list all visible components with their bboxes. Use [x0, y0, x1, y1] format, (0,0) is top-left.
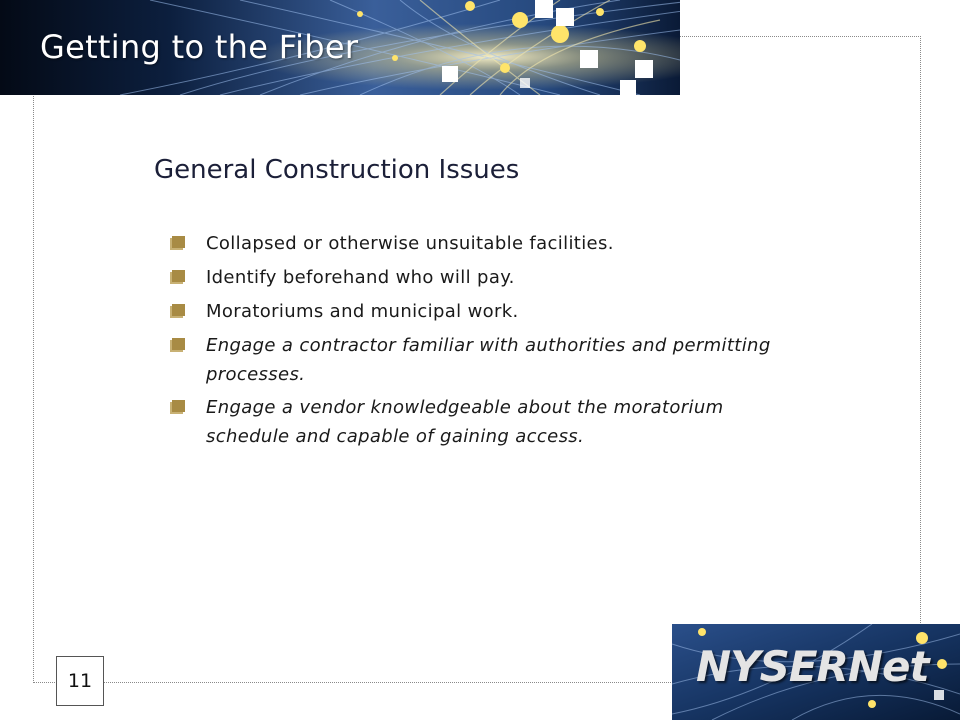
square-bullet-icon — [170, 270, 185, 284]
bullet-item — [170, 331, 810, 389]
bullet-item — [170, 263, 810, 293]
bullet-list — [170, 229, 810, 451]
bullet-item — [170, 393, 810, 451]
nysernet-logo: NYSERNet — [696, 642, 929, 691]
section-heading: General Construction Issues — [154, 155, 520, 185]
bullet-text: Moratoriums and municipal work. — [206, 301, 519, 322]
bullet-item — [170, 229, 810, 259]
bullet-text: Identify beforehand who will pay. — [206, 267, 515, 288]
slide-number: 11 — [56, 656, 104, 706]
bullet-text: Engage a contractor familiar with authorities and permitting processes. — [206, 335, 771, 385]
bullet-text: Collapsed or otherwise unsuitable facilities. — [206, 233, 614, 254]
square-bullet-icon — [170, 400, 185, 414]
square-bullet-icon — [170, 338, 185, 352]
square-bullet-icon — [170, 236, 185, 250]
slide-title: Getting to the Fiber — [40, 28, 359, 66]
square-bullet-icon — [170, 304, 185, 318]
nysernet-logo-panel — [672, 624, 960, 720]
bullet-item — [170, 297, 810, 327]
bullet-text: Engage a vendor knowledgeable about the moratorium schedule and capable of gaining access. — [206, 397, 724, 447]
